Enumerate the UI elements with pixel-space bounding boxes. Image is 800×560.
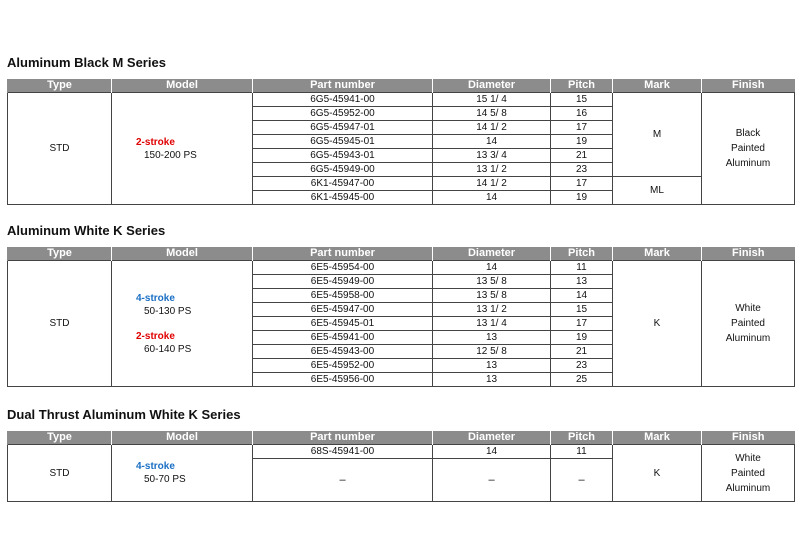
header-model: Model <box>112 79 253 93</box>
diameter: 13 5/ 8 <box>433 275 551 289</box>
part-number: 6E5-45954-00 <box>253 261 433 275</box>
part-number: 68S-45941-00 <box>253 445 433 459</box>
finish-cell <box>702 93 795 205</box>
pitch: 19 <box>551 331 613 345</box>
model-cell <box>112 261 253 387</box>
header-diameter: Diameter <box>433 431 551 445</box>
header-pitch: Pitch <box>551 79 613 93</box>
part-number: 6E5-45941-00 <box>253 331 433 345</box>
diameter: 13 1/ 2 <box>433 163 551 177</box>
diameter: 14 1/ 2 <box>433 121 551 135</box>
stroke-label: 4-stroke <box>136 292 175 304</box>
part-number: 6E5-45958-00 <box>253 289 433 303</box>
header-mark: Mark <box>613 247 702 261</box>
diameter: 13 5/ 8 <box>433 289 551 303</box>
diameter: 13 <box>433 359 551 373</box>
pitch: 19 <box>551 191 613 205</box>
mark-cell: K <box>613 261 702 387</box>
part-number: 6G5-45949-00 <box>253 163 433 177</box>
header-model: Model <box>112 247 253 261</box>
ps-range: 60-140 PS <box>144 343 192 355</box>
section-title-white-k: Aluminum White K Series <box>7 223 166 238</box>
diameter: 14 5/ 8 <box>433 107 551 121</box>
finish-line: White <box>735 303 761 314</box>
finish-line: Aluminum <box>725 333 771 344</box>
pitch: 11 <box>551 445 613 459</box>
header-diameter: Diameter <box>433 247 551 261</box>
pitch: 25 <box>551 373 613 387</box>
table-black-m <box>7 79 795 205</box>
header-finish: Finish <box>702 247 795 261</box>
table-row <box>8 445 795 459</box>
pitch: 16 <box>551 107 613 121</box>
diameter: – <box>433 459 551 502</box>
ps-range: 150-200 PS <box>144 149 197 161</box>
finish-line: Aluminum <box>725 482 771 494</box>
part-number: 6G5-45945-01 <box>253 135 433 149</box>
pitch: 21 <box>551 345 613 359</box>
finish-line: Painted <box>731 143 765 154</box>
part-number: 6E5-45947-00 <box>253 303 433 317</box>
diameter: 13 <box>433 331 551 345</box>
header-diameter: Diameter <box>433 79 551 93</box>
pitch: 15 <box>551 93 613 107</box>
diameter: 14 <box>433 191 551 205</box>
finish-line: Painted <box>731 318 765 329</box>
part-number: 6E5-45945-01 <box>253 317 433 331</box>
finish-line: Black <box>735 128 761 139</box>
diameter: 13 <box>433 373 551 387</box>
pitch: 17 <box>551 121 613 135</box>
part-number: 6E5-45949-00 <box>253 275 433 289</box>
mark-cell: ML <box>613 177 702 205</box>
pitch: 23 <box>551 359 613 373</box>
header-pitch: Pitch <box>551 431 613 445</box>
diameter: 15 1/ 4 <box>433 93 551 107</box>
table-white-k <box>7 247 795 387</box>
pitch: 17 <box>551 177 613 191</box>
header-mark: Mark <box>613 431 702 445</box>
finish-cell <box>702 445 795 502</box>
pitch: 19 <box>551 135 613 149</box>
header-model: Model <box>112 431 253 445</box>
stroke-label: 4-stroke <box>136 461 175 472</box>
header-mark: Mark <box>613 79 702 93</box>
header-type: Type <box>8 247 112 261</box>
stroke-label: 2-stroke <box>136 330 175 342</box>
finish-cell <box>702 261 795 387</box>
diameter: 13 1/ 4 <box>433 317 551 331</box>
header-finish: Finish <box>702 79 795 93</box>
part-number: 6G5-45952-00 <box>253 107 433 121</box>
diameter: 13 1/ 2 <box>433 303 551 317</box>
stroke-label: 2-stroke <box>136 136 175 148</box>
pitch: 17 <box>551 317 613 331</box>
model-cell <box>112 93 253 205</box>
section-title-black-m: Aluminum Black M Series <box>7 55 166 70</box>
header-type: Type <box>8 79 112 93</box>
pitch: 13 <box>551 275 613 289</box>
part-number: – <box>253 459 433 502</box>
table-row <box>8 93 795 107</box>
mark-cell: M <box>613 93 702 177</box>
diameter: 14 <box>433 261 551 275</box>
header-part-number: Part number <box>253 247 433 261</box>
ps-range: 50-70 PS <box>144 474 186 485</box>
part-number: 6K1-45945-00 <box>253 191 433 205</box>
diameter: 13 3/ 4 <box>433 149 551 163</box>
diameter: 14 <box>433 445 551 459</box>
table-row <box>8 261 795 275</box>
mark-cell: K <box>613 445 702 502</box>
section-title-dual-thrust: Dual Thrust Aluminum White K Series <box>7 407 241 422</box>
part-number: 6G5-45941-00 <box>253 93 433 107</box>
part-number: 6E5-45956-00 <box>253 373 433 387</box>
pitch: 23 <box>551 163 613 177</box>
header-part-number: Part number <box>253 79 433 93</box>
table-dual-thrust <box>7 431 795 502</box>
pitch: – <box>551 459 613 502</box>
finish-line: White <box>735 452 761 464</box>
pitch: 14 <box>551 289 613 303</box>
part-number: 6E5-45943-00 <box>253 345 433 359</box>
pitch: 21 <box>551 149 613 163</box>
part-number: 6G5-45943-01 <box>253 149 433 163</box>
finish-line: Painted <box>731 467 765 479</box>
diameter: 14 1/ 2 <box>433 177 551 191</box>
diameter: 12 5/ 8 <box>433 345 551 359</box>
model-cell <box>112 445 253 502</box>
diameter: 14 <box>433 135 551 149</box>
ps-range: 50-130 PS <box>144 305 192 317</box>
part-number: 6K1-45947-00 <box>253 177 433 191</box>
finish-line: Aluminum <box>725 158 771 169</box>
type-cell: STD <box>8 93 112 205</box>
type-cell: STD <box>8 261 112 387</box>
pitch: 11 <box>551 261 613 275</box>
header-type: Type <box>8 431 112 445</box>
pitch: 15 <box>551 303 613 317</box>
part-number: 6G5-45947-01 <box>253 121 433 135</box>
type-cell: STD <box>8 445 112 502</box>
header-pitch: Pitch <box>551 247 613 261</box>
part-number: 6E5-45952-00 <box>253 359 433 373</box>
header-finish: Finish <box>702 431 795 445</box>
header-part-number: Part number <box>253 431 433 445</box>
